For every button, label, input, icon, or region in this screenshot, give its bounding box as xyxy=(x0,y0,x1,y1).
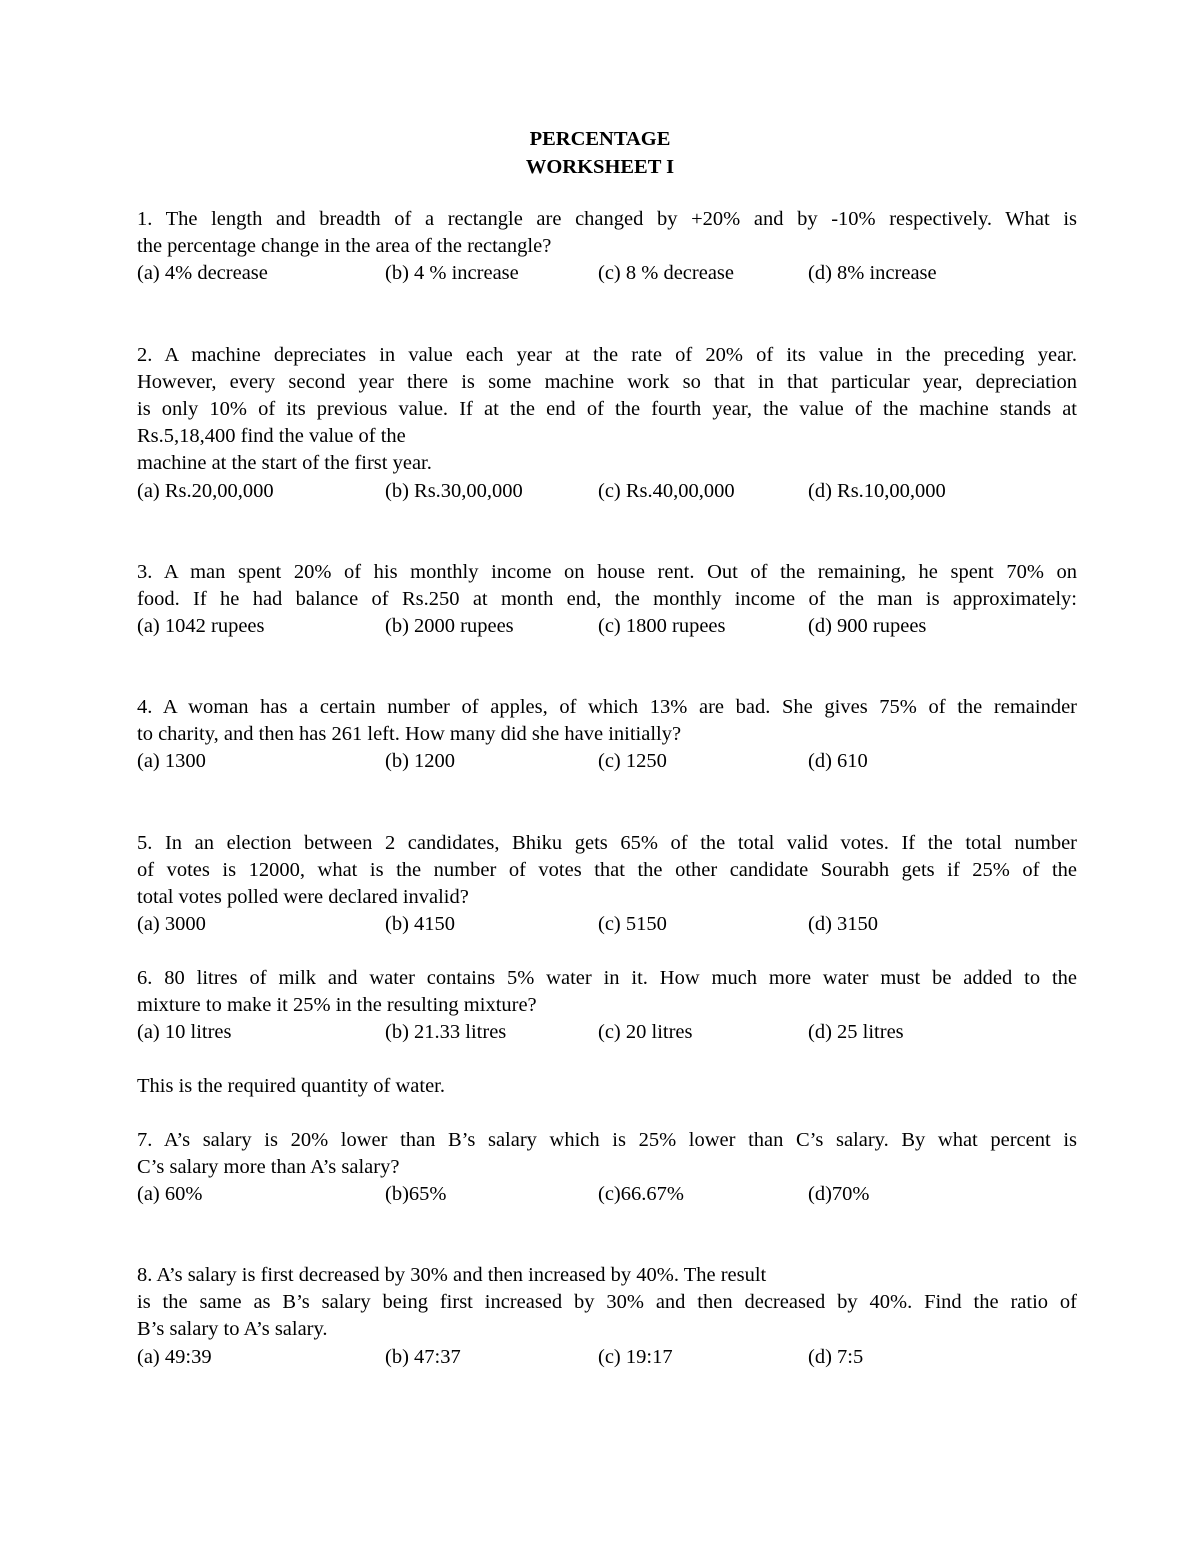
option-d: (d) Rs.10,00,000 xyxy=(808,480,946,502)
question-text-line: to charity, and then has 261 left. How many did she have initially? xyxy=(137,723,682,745)
question-text-line: Rs.5,18,400 find the value of the xyxy=(137,425,406,447)
note-line: This is the required quantity of water. xyxy=(137,1075,445,1097)
option-a: (a) 1300 xyxy=(137,750,206,772)
option-c: (c) 19:17 xyxy=(598,1346,673,1368)
option-c: (c) 5150 xyxy=(598,913,667,935)
question-text-line: 6. 80 litres of milk and water contains 5% water in it. How much more water must be added to the xyxy=(137,967,1077,989)
question-text-line: B’s salary to A’s salary. xyxy=(137,1318,328,1340)
option-b: (b) 47:37 xyxy=(385,1346,461,1368)
question-text-line: 2. A machine depreciates in value each year at the rate of 20% of its value in the preceding year. xyxy=(137,344,1077,366)
option-b: (b) 4150 xyxy=(385,913,456,935)
option-a: (a) 3000 xyxy=(137,913,206,935)
option-c: (c) 1250 xyxy=(598,750,667,772)
option-a: (a) Rs.20,00,000 xyxy=(137,480,274,502)
question-text-line: food. If he had balance of Rs.250 at month end, the monthly income of the man is approximately: xyxy=(137,588,1077,610)
option-b: (b) 4 % increase xyxy=(385,262,519,284)
option-a: (a) 10 litres xyxy=(137,1021,232,1043)
worksheet-title: PERCENTAGE xyxy=(529,128,671,150)
option-c: (c) 8 % decrease xyxy=(598,262,735,284)
question-text-line: 7. A’s salary is 20% lower than B’s salary which is 25% lower than C’s salary. By what percent is xyxy=(137,1129,1077,1151)
option-c: (c) 20 litres xyxy=(598,1021,693,1043)
option-d: (d) 25 litres xyxy=(808,1021,904,1043)
option-a: (a) 49:39 xyxy=(137,1346,212,1368)
option-b: (b)65% xyxy=(385,1183,447,1205)
option-d: (d) 3150 xyxy=(808,913,879,935)
option-b: (b) 2000 rupees xyxy=(385,615,514,637)
question-text-line: However, every second year there is some machine work so that in that particular year, depreciation xyxy=(137,371,1077,393)
option-d: (d) 900 rupees xyxy=(808,615,927,637)
question-text-line: mixture to make it 25% in the resulting mixture? xyxy=(137,994,537,1016)
option-d: (d) 8% increase xyxy=(808,262,937,284)
question-text-line: C’s salary more than A’s salary? xyxy=(137,1156,400,1178)
option-d: (d) 7:5 xyxy=(808,1346,864,1368)
option-a: (a) 4% decrease xyxy=(137,262,268,284)
question-text-line: 3. A man spent 20% of his monthly income on house rent. Out of the remaining, he spent 70% on xyxy=(137,561,1077,583)
option-c: (c) 1800 rupees xyxy=(598,615,726,637)
question-text-line: total votes polled were declared invalid? xyxy=(137,886,469,908)
question-text-line: 4. A woman has a certain number of apples, of which 13% are bad. She gives 75% of the remainder xyxy=(137,696,1077,718)
option-c: (c) Rs.40,00,000 xyxy=(598,480,735,502)
question-text-line: 8. A’s salary is first decreased by 30% and then increased by 40%. The result xyxy=(137,1264,767,1286)
question-text-line: 5. In an election between 2 candidates, Bhiku gets 65% of the total valid votes. If the total number xyxy=(137,832,1077,854)
option-c: (c)66.67% xyxy=(598,1183,684,1205)
option-d: (d) 610 xyxy=(808,750,868,772)
question-text-line: machine at the start of the first year. xyxy=(137,452,432,474)
option-a: (a) 60% xyxy=(137,1183,203,1205)
question-text-line: of votes is 12000, what is the number of votes that the other candidate Sourabh gets if 25% of the xyxy=(137,859,1077,881)
option-d: (d)70% xyxy=(808,1183,870,1205)
option-a: (a) 1042 rupees xyxy=(137,615,265,637)
option-b: (b) 21.33 litres xyxy=(385,1021,507,1043)
question-text-line: is only 10% of its previous value. If at the end of the fourth year, the value of the machine stands at xyxy=(137,398,1077,420)
question-text-line: the percentage change in the area of the rectangle? xyxy=(137,235,552,257)
option-b: (b) Rs.30,00,000 xyxy=(385,480,523,502)
question-text-line: 1. The length and breadth of a rectangle are changed by +20% and by -10% respectively. What is xyxy=(137,208,1077,230)
worksheet-subtitle: WORKSHEET I xyxy=(525,156,675,178)
question-text-line: is the same as B’s salary being first increased by 30% and then decreased by 40%. Find the ratio of xyxy=(137,1291,1077,1313)
option-b: (b) 1200 xyxy=(385,750,456,772)
